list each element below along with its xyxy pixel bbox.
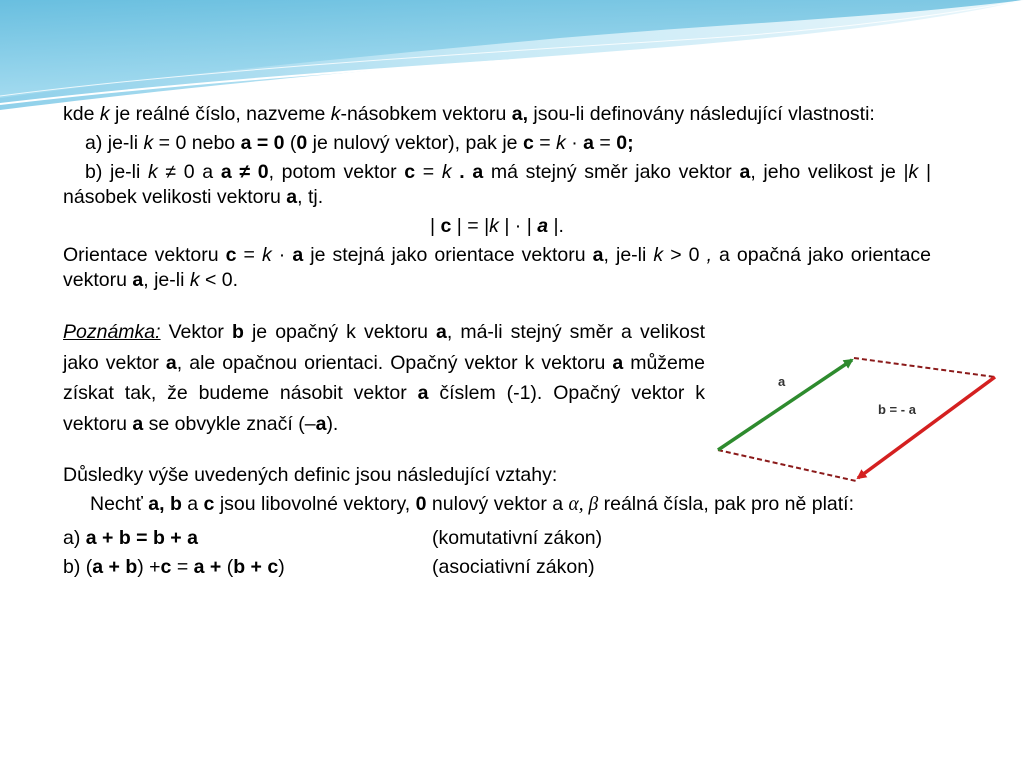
property-b: b) je-li k ≠ 0 a a ≠ 0, potom vektor c = k . a má stejný směr jako vektor a, jeho velikost je |k | násobek velikosti vektoru a, tj. [63, 161, 932, 208]
vector-b-arrow [858, 377, 995, 478]
property-a: a) je-li k = 0 nebo a = 0 (0 je nulový vektor), pak je c = k · a = 0; [85, 132, 634, 154]
magnitude-formula: | c | = |k | · | a |. [430, 215, 564, 237]
commutative-law [63, 526, 931, 551]
dashed-top-edge [854, 358, 995, 377]
consequences-intro: Důsledky výše uvedených definic jsou následující vztahy: [63, 464, 558, 486]
commutative-law-formula: a) a + b = b + a [63, 527, 198, 549]
associative-law-name: (asociativní zákon) [432, 556, 595, 578]
associative-law-formula: b) (a + b) +c = a + (b + c) [63, 556, 285, 578]
associative-law [63, 555, 931, 580]
vector-b-label: b = - a [878, 402, 916, 417]
note-label: Poznámka: [63, 321, 161, 343]
orientation-paragraph: Orientace vektoru c = k · a je stejná jako orientace vektoru a, je-li k > 0 , a opačná jako orientace vektoru a, je-li k < 0. [63, 244, 932, 291]
definition-intro: kde k je reálné číslo, nazveme k-násobkem vektoru a, jsou-li definovány následující vlastnosti: [63, 103, 875, 125]
commutative-law-name: (komutativní zákon) [432, 527, 603, 549]
slide-content [63, 102, 931, 580]
note-paragraph: Poznámka: Vektor b je opačný k vektoru a, má-li stejný směr a velikost jako vektor a, ale opačnou orientaci. Opačný vektor k vektoru a můžeme získat tak, že budeme násobit vektor a číslem (-1). Opačný vektor k vektoru a se obvykle značí (–a). [63, 321, 705, 435]
consequences-paragraph: Nechť a, b a c jsou libovolné vektory, 0 nulový vektor a α, β reálná čísla, pak pro ně platí: [90, 493, 855, 515]
vector-diagram [716, 349, 1008, 487]
dashed-bottom-edge [718, 450, 856, 481]
vector-a-label: a [778, 374, 786, 389]
